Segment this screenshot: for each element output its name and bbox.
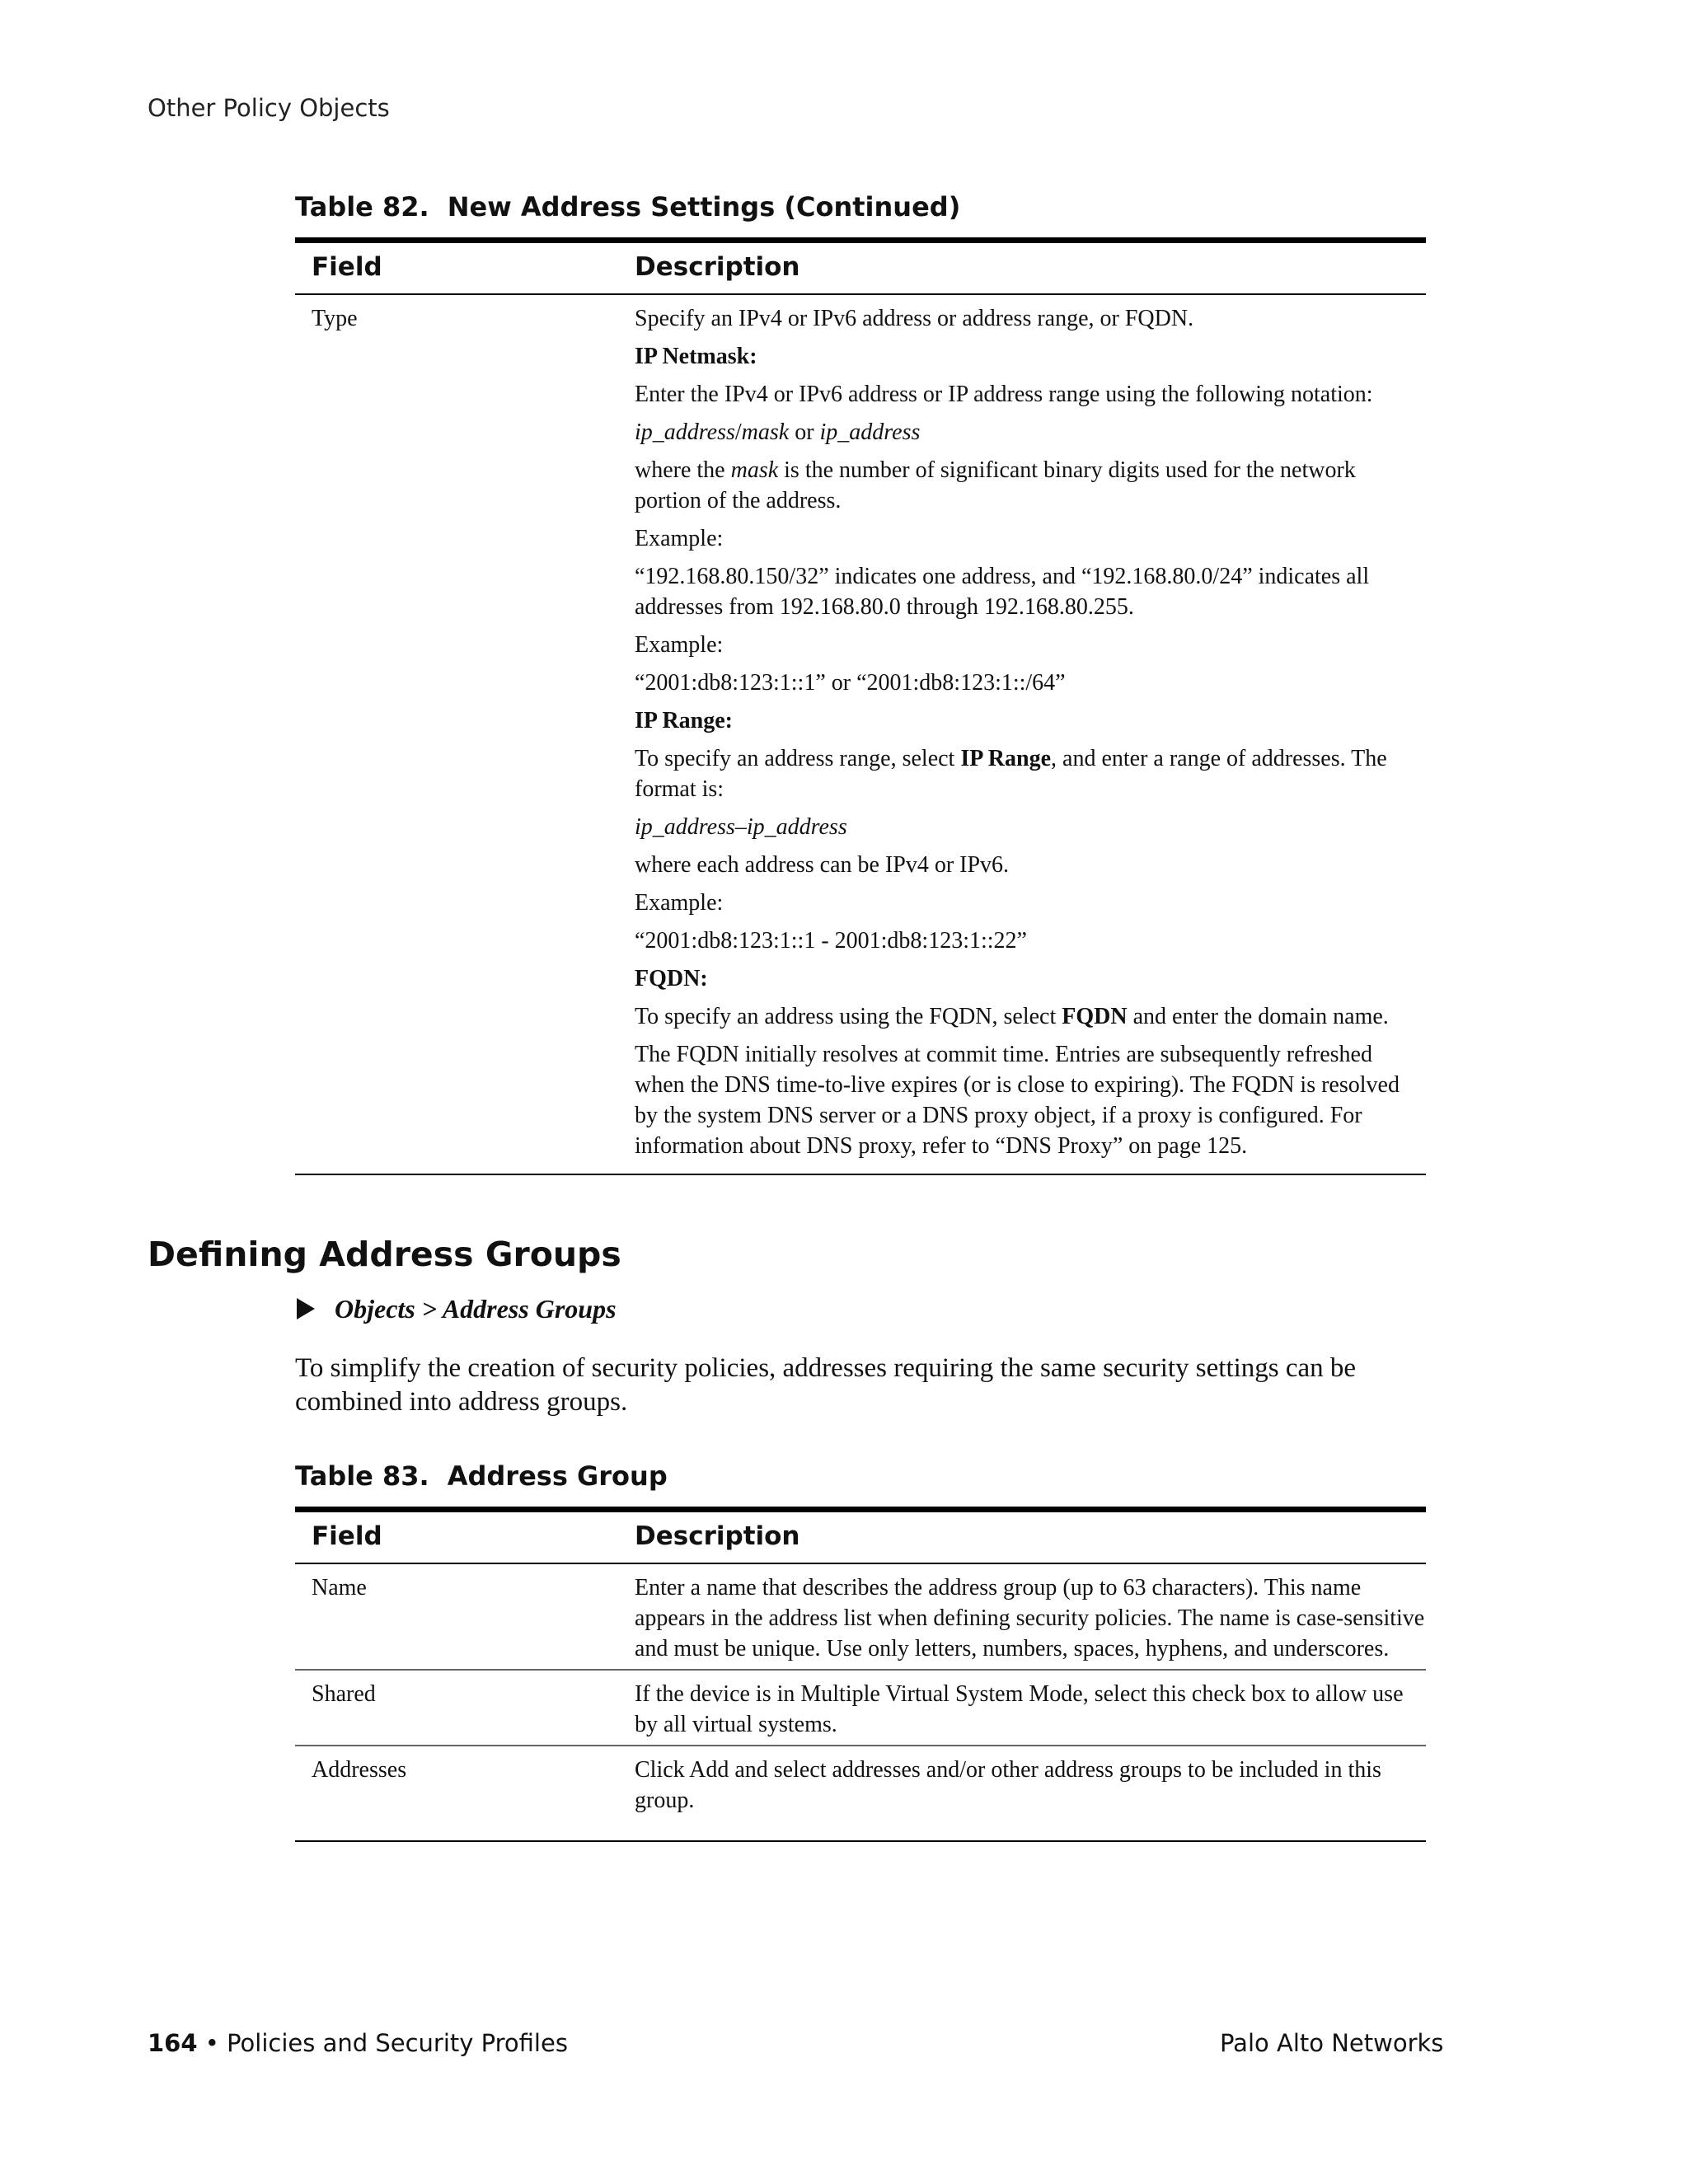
notation-term: mask [741, 419, 790, 445]
description-cell [618, 294, 1426, 1174]
description-cell: If the device is in Multiple Virtual System Mode, select this check box to allow use by all virtual systems. [618, 1670, 1426, 1746]
column-header-field: Field [295, 1510, 618, 1564]
table-number: Table 83. [295, 1460, 429, 1492]
section-heading: Defining Address Groups [148, 1235, 621, 1274]
description-cell: Enter a name that describes the address group (up to 63 characters). This name appears in the address list when defining security policies. The name is case-sensitive and must be unique. Use only letters, numbers, spaces, hyphens, and underscores. [618, 1563, 1426, 1670]
example-label: Example: [635, 890, 724, 916]
navigation-path-text: Objects > Address Groups [335, 1294, 617, 1324]
description-paragraph: The FQDN initially resolves at commit time. Entries are subsequently refreshed when the DNS time-to-live expires (or is close to expiring). The FQDN is resolved by the system DNS server or a DNS proxy object, if a proxy is configured. For information about DNS proxy, refer to “DNS Proxy” on page 125. [635, 1042, 1400, 1159]
intro-paragraph: To simplify the creation of security policies, addresses requiring the same security settings can be combined into address groups. [295, 1353, 1357, 1417]
subheading-ip-range: IP Range: [635, 708, 733, 733]
description-paragraph [635, 1001, 1426, 1032]
notation-or: or [789, 419, 820, 445]
table-title: New Address Settings (Continued) [447, 191, 961, 223]
table-83 [295, 1460, 1426, 1842]
description-paragraph [635, 455, 1426, 516]
text-run: To specify an address using the FQDN, select [635, 1004, 1062, 1029]
field-cell: Addresses [295, 1746, 618, 1841]
description-paragraph: Specify an IPv4 or IPv6 address or address range, or FQDN. [635, 306, 1194, 331]
notation-term: ip_address [635, 419, 735, 445]
text-run-italic: mask [730, 457, 779, 483]
notation-term: ip_address [819, 419, 921, 445]
subheading-ip-netmask: IP Netmask: [635, 344, 757, 369]
address-group-table [295, 1507, 1426, 1842]
text-run: , and enter a range of addresses. The format is: [635, 746, 1387, 802]
footer-left [148, 2029, 568, 2057]
settings-table [295, 237, 1426, 1175]
column-header-description: Description [618, 1510, 1426, 1564]
field-cell: Type [295, 294, 618, 1174]
navigation-path [297, 1294, 617, 1324]
table-row [295, 294, 1426, 1174]
text-run: and enter the domain name. [1127, 1004, 1389, 1029]
description-paragraph [635, 743, 1426, 804]
table-caption [295, 1460, 1426, 1492]
subheading-fqdn: FQDN: [635, 966, 708, 991]
text-run-bold: IP Range [960, 746, 1052, 771]
footer-separator: • [197, 2029, 227, 2057]
column-header-description: Description [618, 241, 1426, 295]
notation-slash: / [734, 419, 742, 445]
table-row [295, 1563, 1426, 1670]
example-text: “2001:db8:123:1::1 - 2001:db8:123:1::22” [635, 928, 1027, 954]
example-label: Example: [635, 526, 724, 551]
table-number: Table 82. [295, 191, 429, 223]
book-title: Policies and Security Profiles [227, 2029, 568, 2057]
notation-line [635, 417, 1426, 448]
table-title: Address Group [447, 1460, 668, 1492]
field-cell: Name [295, 1563, 618, 1670]
text-run-bold: FQDN [1062, 1004, 1128, 1029]
text-run: is the number of significant binary digits used for the network portion of the address. [635, 457, 1356, 513]
text-run: where the [635, 457, 731, 483]
example-text: “2001:db8:123:1::1” or “2001:db8:123:1::/64” [635, 670, 1066, 696]
footer-company: Palo Alto Networks [1220, 2029, 1444, 2057]
column-header-field: Field [295, 241, 618, 295]
table-caption [295, 191, 1426, 223]
description-paragraph: where each address can be IPv4 or IPv6. [635, 852, 1010, 878]
table-row [295, 1746, 1426, 1841]
triangle-arrow-icon [297, 1298, 315, 1319]
notation-line: ip_address–ip_address [635, 814, 847, 840]
table-row [295, 1670, 1426, 1746]
description-paragraph: Enter the IPv4 or IPv6 address or IP address range using the following notation: [635, 382, 1373, 407]
field-cell: Shared [295, 1670, 618, 1746]
page-number: 164 [148, 2029, 198, 2057]
description-cell: Click Add and select addresses and/or other address groups to be included in this group. [618, 1746, 1426, 1841]
running-head: Other Policy Objects [148, 94, 390, 122]
table-82 [295, 191, 1426, 1175]
text-run: To specify an address range, select [635, 746, 961, 771]
example-text: “192.168.80.150/32” indicates one address, and “192.168.80.0/24” indicates all addresses from 192.168.80.0 through 192.168.80.255. [635, 564, 1370, 620]
example-label: Example: [635, 632, 724, 658]
